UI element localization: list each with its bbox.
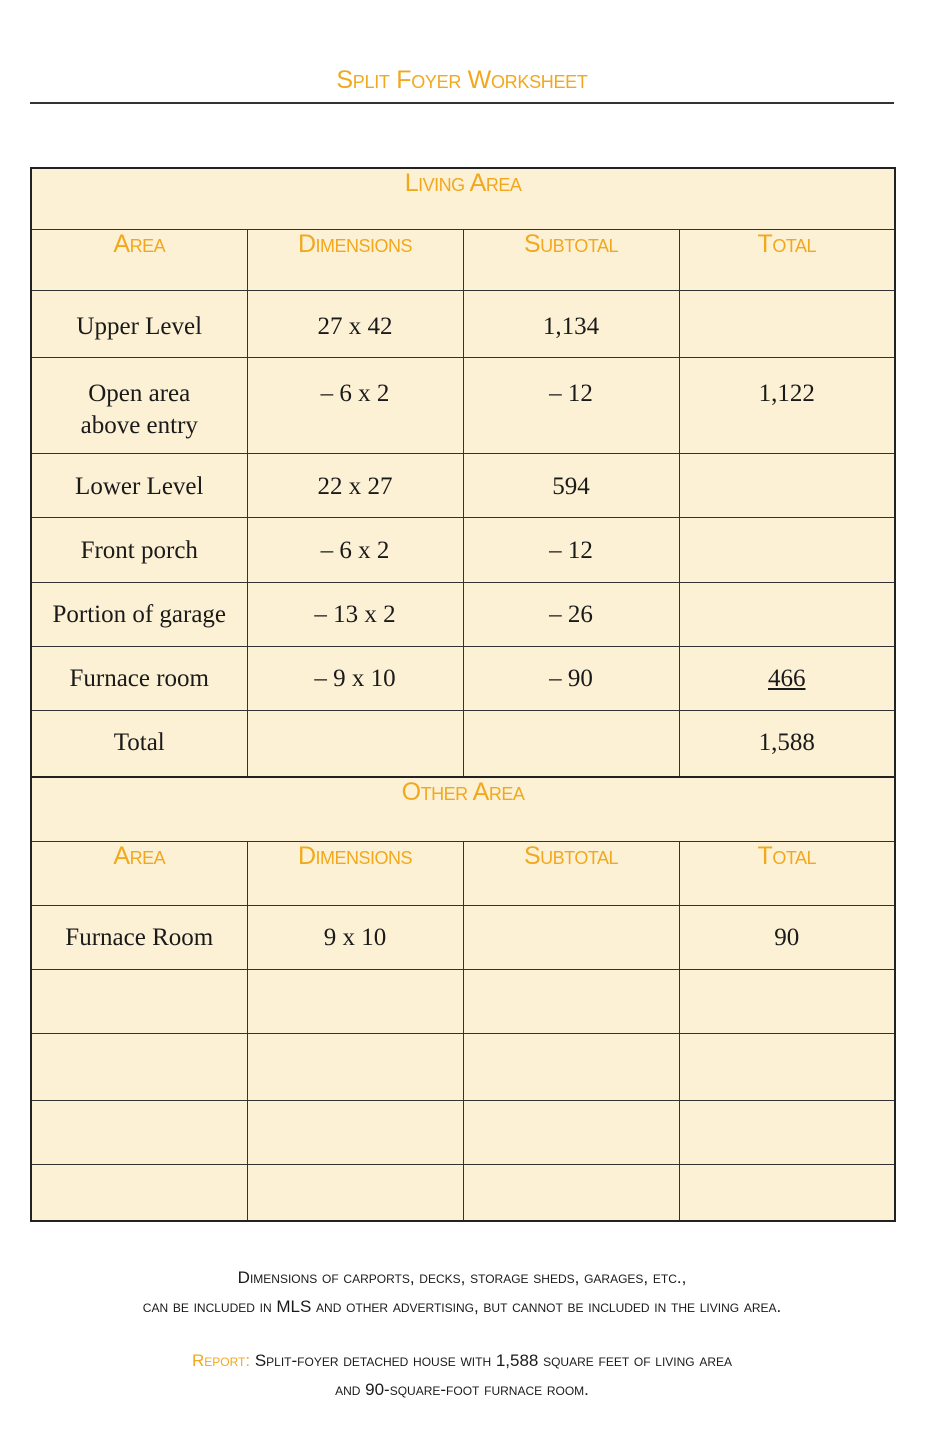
area-cell: Front porch bbox=[31, 517, 247, 582]
total-cell bbox=[679, 517, 895, 582]
dimensions-cell: – 9 x 10 bbox=[247, 646, 463, 710]
subtotal-cell bbox=[463, 905, 679, 969]
total-cell bbox=[679, 290, 895, 357]
subtotal-cell: 1,134 bbox=[463, 290, 679, 357]
subtotal-cell bbox=[463, 710, 679, 777]
dimensions-cell: 27 x 42 bbox=[247, 290, 463, 357]
worksheet-title: Split Foyer Worksheet bbox=[336, 66, 588, 94]
table-row bbox=[31, 1033, 895, 1100]
area-cell: Furnace room bbox=[31, 646, 247, 710]
dimensions-cell bbox=[247, 1100, 463, 1164]
table-row bbox=[31, 582, 895, 646]
other-header-row bbox=[31, 841, 895, 905]
dimensions-cell bbox=[247, 969, 463, 1033]
living-header-row bbox=[31, 229, 895, 290]
subtotal-cell: – 12 bbox=[463, 517, 679, 582]
table-row bbox=[31, 646, 895, 710]
area-cell: Open area above entry bbox=[31, 357, 247, 453]
area-cell bbox=[31, 1164, 247, 1221]
area-cell bbox=[31, 1100, 247, 1164]
dimensions-cell bbox=[247, 1033, 463, 1100]
table-row bbox=[31, 1164, 895, 1221]
area-cell: Furnace Room bbox=[31, 905, 247, 969]
other-area-heading-row bbox=[31, 777, 895, 841]
area-cell bbox=[31, 1033, 247, 1100]
table-row bbox=[31, 517, 895, 582]
table-row bbox=[31, 453, 895, 517]
total-row bbox=[31, 710, 895, 777]
dimensions-cell: 22 x 27 bbox=[247, 453, 463, 517]
dimensions-cell bbox=[247, 710, 463, 777]
title-divider bbox=[30, 102, 894, 104]
col-header-area: Area bbox=[31, 841, 247, 905]
worksheet-table bbox=[30, 167, 896, 1222]
other-area-heading: Other Area bbox=[31, 777, 895, 841]
table-row bbox=[31, 357, 895, 453]
total-cell bbox=[679, 582, 895, 646]
subtotal-cell bbox=[463, 1033, 679, 1100]
col-header-dimensions: Dimensions bbox=[247, 229, 463, 290]
note-line-2: can be included in MLS and other advertising, but cannot be included in the living area. bbox=[142, 1297, 782, 1316]
total-cell: 466 bbox=[679, 646, 895, 710]
report-text-1: Split-foyer detached house with 1,588 square feet of living area bbox=[254, 1351, 733, 1370]
living-area-heading: Living Area bbox=[31, 168, 895, 229]
total-cell bbox=[679, 969, 895, 1033]
total-cell: 1,122 bbox=[679, 357, 895, 453]
col-header-dimensions: Dimensions bbox=[247, 841, 463, 905]
total-cell bbox=[679, 1033, 895, 1100]
report-line-1 bbox=[0, 1351, 924, 1371]
area-cell: Upper Level bbox=[31, 290, 247, 357]
area-cell bbox=[31, 969, 247, 1033]
subtotal-cell: 594 bbox=[463, 453, 679, 517]
subtotal-cell bbox=[463, 1100, 679, 1164]
subtotal-cell: – 12 bbox=[463, 357, 679, 453]
report-line-2: and 90-square-foot furnace room. bbox=[335, 1380, 589, 1399]
total-cell: 90 bbox=[679, 905, 895, 969]
table-row bbox=[31, 905, 895, 969]
total-cell: 1,588 bbox=[679, 710, 895, 777]
col-header-total: Total bbox=[679, 229, 895, 290]
dimensions-cell: – 6 x 2 bbox=[247, 517, 463, 582]
table-row bbox=[31, 969, 895, 1033]
subtotal-cell bbox=[463, 1164, 679, 1221]
note-line-1: Dimensions of carports, decks, storage sheds, garages, etc., bbox=[237, 1268, 687, 1287]
dimensions-cell: – 6 x 2 bbox=[247, 357, 463, 453]
subtotal-cell: – 90 bbox=[463, 646, 679, 710]
total-cell bbox=[679, 1100, 895, 1164]
area-cell: Portion of garage bbox=[31, 582, 247, 646]
area-cell: Lower Level bbox=[31, 453, 247, 517]
col-header-subtotal: Subtotal bbox=[463, 841, 679, 905]
report-label: Report: bbox=[191, 1351, 251, 1370]
table-row bbox=[31, 1100, 895, 1164]
total-cell bbox=[679, 453, 895, 517]
col-header-subtotal: Subtotal bbox=[463, 229, 679, 290]
area-cell: Total bbox=[31, 710, 247, 777]
living-area-heading-row bbox=[31, 168, 895, 229]
table-row bbox=[31, 290, 895, 357]
dimensions-cell: 9 x 10 bbox=[247, 905, 463, 969]
dimensions-cell: – 13 x 2 bbox=[247, 582, 463, 646]
col-header-total: Total bbox=[679, 841, 895, 905]
col-header-area: Area bbox=[31, 229, 247, 290]
dimensions-cell bbox=[247, 1164, 463, 1221]
subtotal-cell: – 26 bbox=[463, 582, 679, 646]
subtotal-cell bbox=[463, 969, 679, 1033]
total-cell bbox=[679, 1164, 895, 1221]
